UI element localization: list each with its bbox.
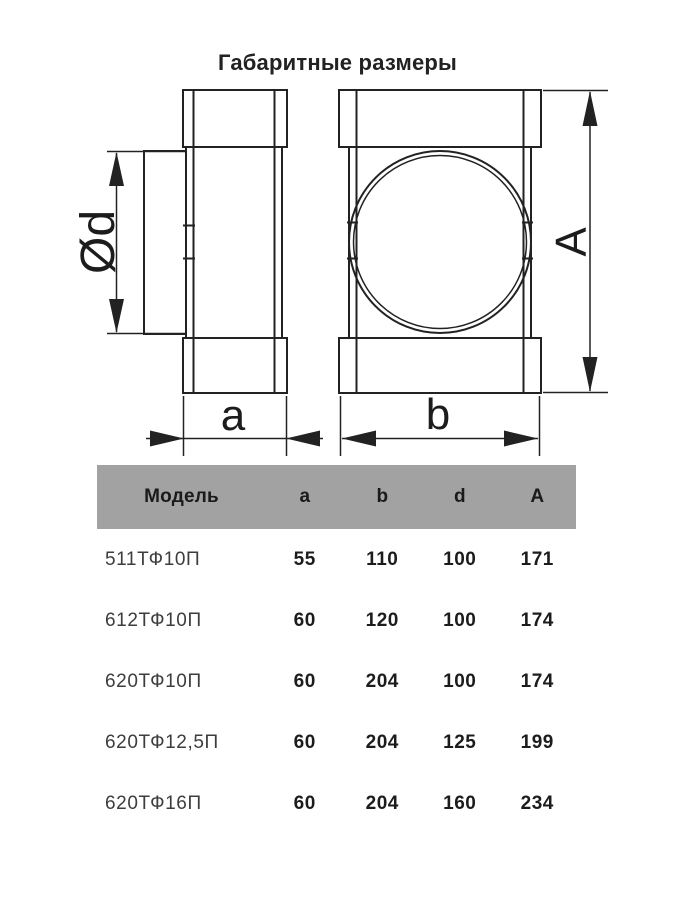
column-header-a: a	[299, 486, 311, 507]
column-header-model: Модель	[144, 486, 219, 507]
value-A: 174	[520, 609, 554, 631]
model-name: 620ТФ12,5П	[105, 731, 219, 753]
model-name: 612ТФ10П	[105, 609, 202, 631]
model-name: 511ТФ10П	[105, 548, 201, 570]
column-header-d: d	[453, 486, 466, 507]
value-a: 55	[293, 548, 316, 570]
value-A: 199	[520, 731, 554, 753]
table-row	[97, 529, 576, 590]
page-title: Габаритные размеры	[217, 50, 458, 75]
side-spigot-outline	[144, 151, 186, 334]
side-body-outline	[186, 147, 282, 338]
arrow-a-right	[286, 431, 320, 447]
value-A: 174	[520, 670, 554, 692]
label-width-a: a	[220, 391, 246, 440]
value-a: 60	[293, 609, 316, 631]
table-row	[97, 773, 576, 834]
arrow-A-down	[583, 357, 598, 392]
table-row	[97, 712, 576, 773]
arrow-b-left	[342, 431, 376, 447]
label-width-b: b	[425, 390, 451, 439]
model-name: 620ТФ10П	[105, 670, 202, 692]
value-a: 60	[293, 792, 316, 814]
value-b: 204	[365, 731, 399, 753]
front-view	[339, 90, 541, 393]
label-height-A: A	[547, 227, 596, 257]
spigot-circle-outer	[349, 151, 531, 333]
table-row	[97, 651, 576, 712]
value-d: 100	[443, 609, 477, 631]
value-d: 100	[443, 548, 477, 570]
arrow-b-right	[504, 431, 538, 447]
side-bottom-flange	[183, 338, 287, 393]
front-bottom-flange	[339, 338, 541, 393]
front-top-flange	[339, 90, 541, 147]
arrow-d-up	[109, 152, 124, 186]
value-d: 160	[443, 792, 477, 814]
arrow-a-left	[150, 431, 184, 447]
column-header-b: b	[376, 486, 389, 507]
value-d: 100	[443, 670, 477, 692]
side-top-flange	[183, 90, 287, 147]
value-a: 60	[293, 670, 316, 692]
table-header-row	[97, 465, 576, 529]
value-A: 234	[520, 792, 554, 814]
value-a: 60	[293, 731, 316, 753]
arrow-d-down	[109, 299, 124, 333]
spigot-circle-inner	[354, 156, 527, 329]
value-b: 204	[365, 792, 399, 814]
arrow-A-up	[583, 91, 598, 126]
model-name: 620ТФ16П	[105, 792, 202, 814]
value-d: 125	[443, 731, 477, 753]
value-A: 171	[520, 548, 554, 570]
table-row	[97, 590, 576, 651]
label-diameter-d: Ød	[72, 209, 125, 275]
value-b: 204	[365, 670, 399, 692]
value-b: 120	[365, 609, 399, 631]
dimensions-table	[97, 465, 576, 834]
value-b: 110	[366, 548, 399, 570]
column-header-A: A	[530, 486, 545, 507]
side-view	[144, 90, 287, 393]
